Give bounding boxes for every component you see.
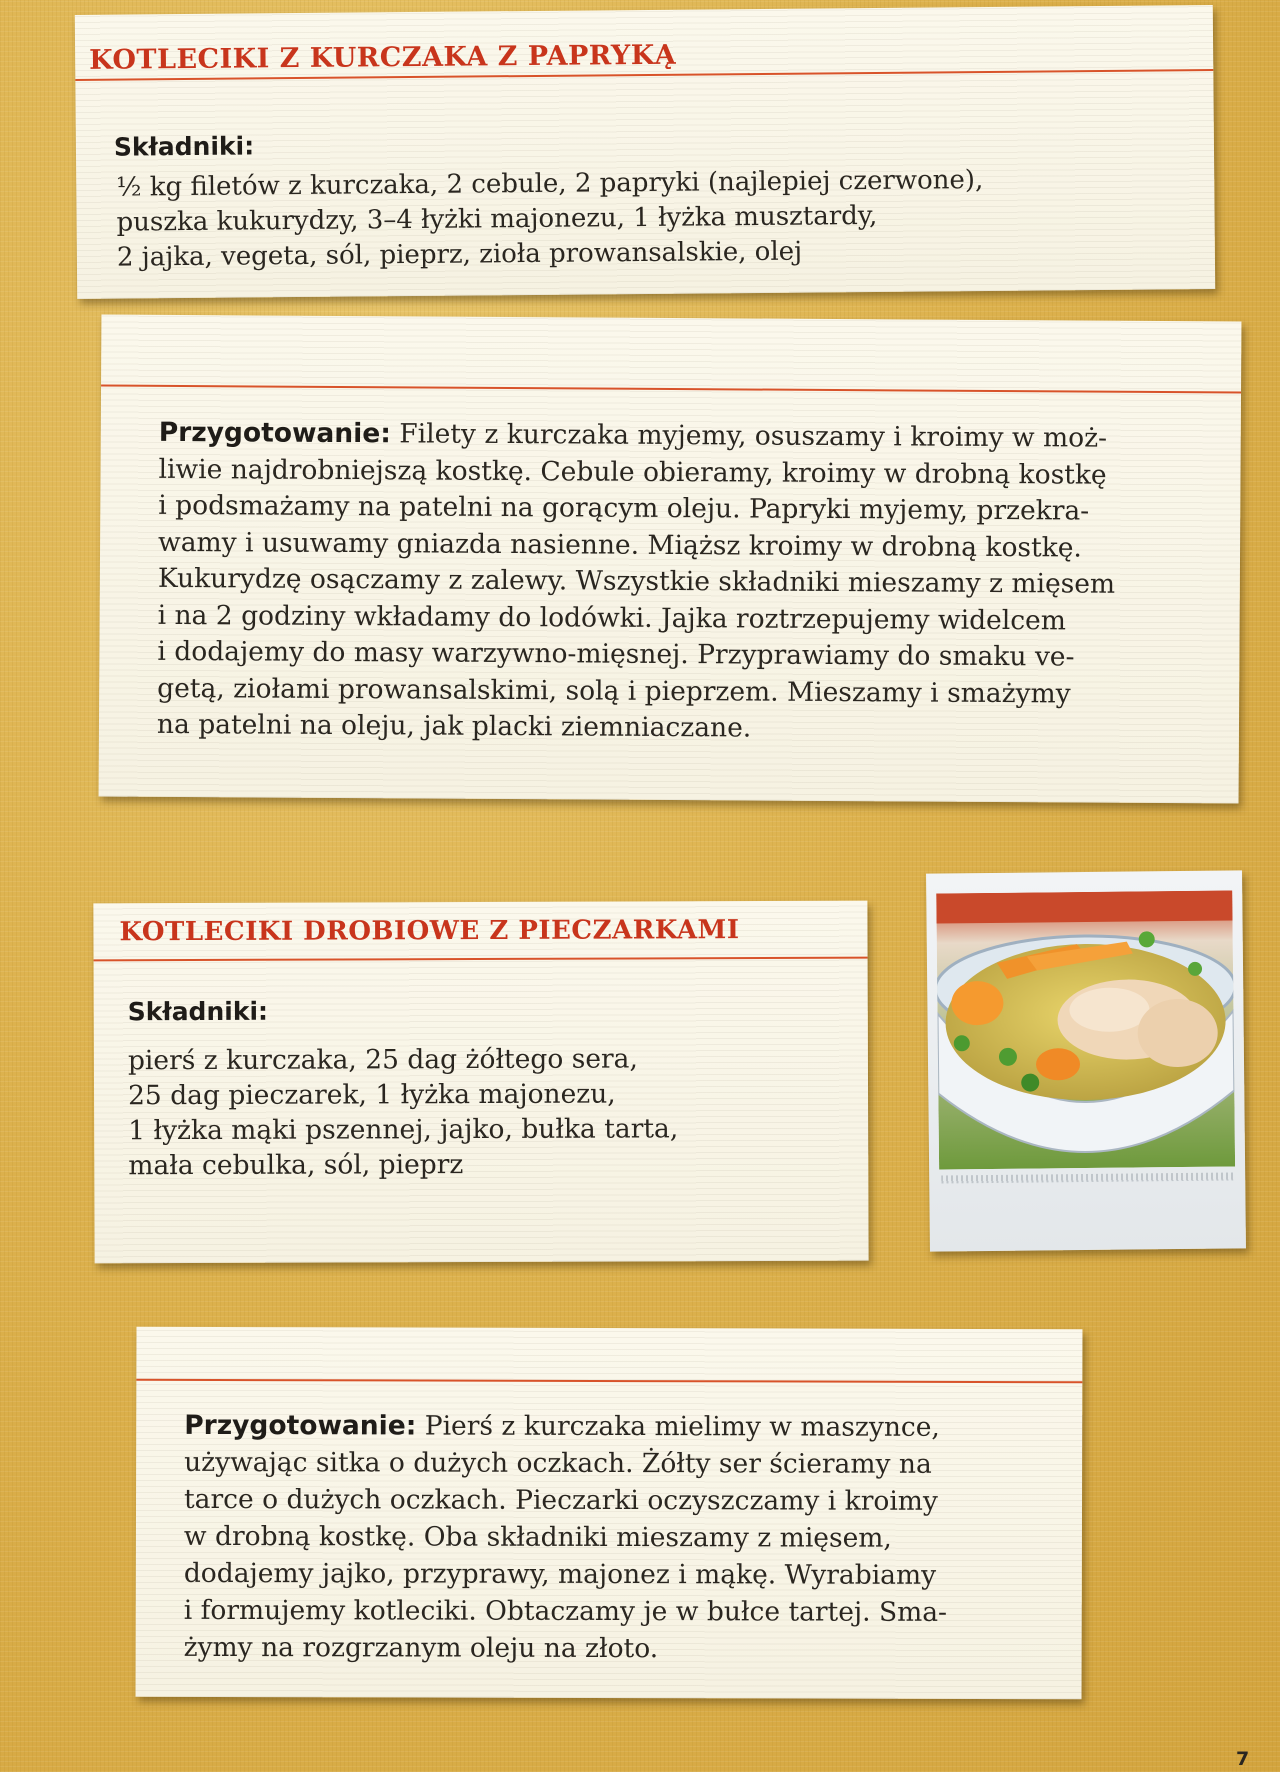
page-number: 7 xyxy=(1236,1748,1250,1770)
recipe2-preparation-card xyxy=(136,1327,1083,1699)
recipe1-ingredients-line: 2 jajka, vegeta, sól, pieprz, zioła prowansalskie, olej xyxy=(116,236,803,273)
recipe2-preparation-line-start: Pierś z kurczaka mielimy w maszynce, xyxy=(416,1410,940,1443)
recipe1-ingredients-line: ½ kg filetów z kurczaka, 2 cebule, 2 papryki (najlepiej czerwone), xyxy=(116,165,984,203)
recipe1-ingredients-line: puszka kukurydzy, 3–4 łyżki majonezu, 1 łyżka musztardy, xyxy=(116,200,878,238)
recipe2-ingredients-line: mała cebulka, sól, pieprz xyxy=(128,1149,464,1182)
recipe2-title: KOTLECIKI DROBIOWE Z PIECZARKAMI xyxy=(119,915,740,948)
recipe2-preparation-line: w drobną kostkę. Oba składniki mieszamy z mięsem, xyxy=(183,1520,892,1554)
recipe2-ingredients-text xyxy=(128,1041,679,1183)
recipe2-preparation-rule xyxy=(136,1379,1082,1383)
recipe2-ingredients-line: 25 dag pieczarek, 1 łyżka majonezu, xyxy=(127,1078,616,1112)
recipe1-preparation-line xyxy=(159,415,1116,457)
photo-caption-strip xyxy=(941,1172,1233,1183)
recipe2-preparation-label: Przygotowanie: xyxy=(184,1409,417,1442)
recipe1-preparation-line: i na 2 godziny wkładamy do lodówki. Jajka roztrzepujemy widelcem xyxy=(157,599,1067,636)
recipe1-preparation-rule xyxy=(101,385,1241,394)
recipe1-preparation-label: Przygotowanie: xyxy=(158,416,391,450)
recipe2-preparation-line: używając sitka o dużych oczkach. Żółty ser ścieramy na xyxy=(184,1446,932,1480)
recipe1-preparation-line: getą, ziołami prowansalskimi, solą i pieprzem. Mieszamy i smażymy xyxy=(157,672,1071,709)
recipe2-ingredients-line: pierś z kurczaka, 25 dag żółtego sera, xyxy=(127,1043,638,1077)
recipe1-preparation-line: na patelni na oleju, jak placki ziemniaczane. xyxy=(156,708,752,744)
recipe1-ingredients-card xyxy=(75,5,1215,299)
recipe1-preparation-line: i dodajemy do masy warzywno-mięsnej. Przyprawiamy do smaku ve- xyxy=(157,635,1075,673)
recipe1-ingredients-text xyxy=(116,163,984,276)
recipe1-preparation-line: Kukurydzę osączamy z zalewy. Wszystkie składniki mieszamy z mięsem xyxy=(157,562,1116,600)
recipe1-ingredients-label: Składniki: xyxy=(113,131,255,162)
recipe2-title-rule xyxy=(94,957,868,962)
recipe1-preparation-line: i podsmażamy na patelni na gorącym oleju. Papryki myjemy, przekra- xyxy=(158,489,1090,527)
recipe2-preparation-text xyxy=(184,1407,948,1668)
recipe2-preparation-line xyxy=(184,1407,947,1446)
recipe2-preparation-line: dodajemy jajko, przyprawy, majonez i mąkę. Wyrabiamy xyxy=(183,1557,937,1591)
recipe2-preparation-line: i formujemy kotleciki. Obtaczamy je w bułce tartej. Sma- xyxy=(183,1594,948,1628)
recipe2-ingredients-card xyxy=(93,901,868,1264)
recipe2-preparation-line: żymy na rozgrzanym oleju na złoto. xyxy=(183,1631,659,1665)
recipe1-preparation-line: liwie najdrobniejszą kostkę. Cebule obieramy, kroimy w drobną kostkę xyxy=(158,453,1107,491)
recipe1-title: KOTLECIKI Z KURCZAKA Z PAPRYKĄ xyxy=(89,39,677,76)
recipe1-preparation-line-start: Filety z kurczaka myjemy, osuszamy i kroimy w moż- xyxy=(390,418,1108,454)
dish-photo xyxy=(926,870,1246,1251)
recipe1-preparation-card xyxy=(99,315,1242,804)
recipe1-preparation-text xyxy=(157,415,1116,749)
recipe2-ingredients-line: 1 łyżka mąki pszennej, jajko, bułka tarta, xyxy=(128,1113,679,1147)
recipe1-preparation-line: wamy i usuwamy gniazda nasienne. Miąższ kroimy w drobną kostkę. xyxy=(158,526,1082,564)
recipe2-ingredients-label: Składniki: xyxy=(127,996,269,1027)
food-photo-icon xyxy=(936,890,1235,1169)
recipe2-preparation-line: tarce o dużych oczkach. Pieczarki oczyszczamy i kroimy xyxy=(183,1483,938,1517)
